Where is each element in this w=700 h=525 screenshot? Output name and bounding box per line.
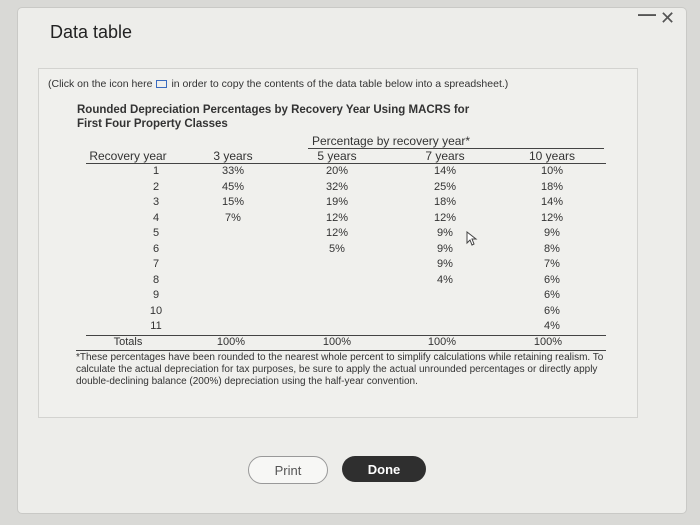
percentage-cell: 19% xyxy=(325,196,349,208)
recovery-year-cell: 3 xyxy=(152,196,160,208)
recovery-year-cell: 1 xyxy=(152,165,160,177)
percentage-cell: 25% xyxy=(433,180,457,193)
percentage-cell: 12% xyxy=(325,227,349,239)
percentage-cell: 12% xyxy=(540,211,564,224)
percentage-cell: 9% xyxy=(437,242,453,255)
percentage-cell: 9% xyxy=(437,227,453,239)
recovery-year-cell: 4 xyxy=(152,211,160,224)
percentage-cell: 32% xyxy=(325,180,349,193)
recovery-year-cell: 11 xyxy=(150,320,162,332)
percentage-cell: 8% xyxy=(544,242,560,255)
close-icon[interactable]: ✕ xyxy=(660,8,676,28)
copy-icon[interactable] xyxy=(156,80,167,88)
percentage-cell: 14% xyxy=(433,165,457,177)
recovery-year-cell: 8 xyxy=(152,273,160,286)
column-header: 7 years xyxy=(425,149,465,163)
table-title-line2: First Four Property Classes xyxy=(77,118,228,130)
percentage-cell: 7% xyxy=(225,211,241,224)
column-header: 10 years xyxy=(528,149,576,163)
totals-label: Totals xyxy=(113,336,143,348)
footnote: *These percentages have been rounded to the nearest whole percent to simplify calculations while retaining realism. To calculate the actual depreciation for tax purposes, be sure to apply the actual unrounded percentages or directly apply double-declining balance (200%) depreciation using the half-year convention. xyxy=(76,352,604,387)
header-rule xyxy=(86,163,606,164)
print-button[interactable]: Print xyxy=(248,456,328,484)
percentage-cell: 6% xyxy=(544,304,560,317)
table-title xyxy=(77,103,469,131)
totals-cell: 100% xyxy=(216,336,246,348)
percentage-cell: 9% xyxy=(437,258,453,270)
percentage-cell: 15% xyxy=(221,196,245,208)
percentage-cell: 6% xyxy=(544,273,560,286)
column-header: Recovery year xyxy=(89,149,167,163)
recovery-year-cell: 6 xyxy=(152,242,160,255)
percentage-cell: 4% xyxy=(437,273,453,286)
percentage-cell: 12% xyxy=(325,211,349,224)
table-title-line1: Rounded Depreciation Percentages by Recovery Year Using MACRS for xyxy=(77,104,470,116)
percentage-cell: 18% xyxy=(540,180,564,193)
copy-instruction-after: in order to copy the contents of the data table below into a spreadsheet.) xyxy=(171,78,509,90)
percentage-cell: 18% xyxy=(433,196,457,208)
mouse-cursor-icon xyxy=(466,231,480,247)
percentage-cell: 4% xyxy=(544,320,560,332)
minimize-icon[interactable]: — xyxy=(638,4,656,24)
totals-cell: 100% xyxy=(427,336,457,348)
recovery-year-cell: 9 xyxy=(152,289,160,301)
bottom-rule xyxy=(76,350,606,351)
column-header: 3 years xyxy=(213,149,253,163)
percentage-cell: 9% xyxy=(544,227,560,239)
percentage-cell: 20% xyxy=(325,165,349,177)
percentage-cell: 45% xyxy=(221,180,245,193)
percentage-cell: 12% xyxy=(433,211,457,224)
recovery-year-cell: 2 xyxy=(152,180,160,193)
percentage-cell: 33% xyxy=(221,165,245,177)
percentage-cell: 5% xyxy=(329,242,345,255)
group-header: Percentage by recovery year* xyxy=(312,134,471,148)
percentage-cell: 6% xyxy=(544,289,560,301)
percentage-cell: 7% xyxy=(544,258,560,270)
recovery-year-cell: 7 xyxy=(152,258,160,270)
recovery-year-cell: 10 xyxy=(149,304,163,317)
percentage-cell: 14% xyxy=(540,196,564,208)
copy-instruction-before: (Click on the icon here xyxy=(48,78,153,90)
dialog-title: Data table xyxy=(50,22,133,42)
done-button[interactable]: Done xyxy=(342,456,426,482)
percentage-cell: 10% xyxy=(540,165,564,177)
column-header: 5 years xyxy=(317,149,357,163)
totals-cell: 100% xyxy=(533,336,563,348)
recovery-year-cell: 5 xyxy=(152,227,160,239)
copy-instruction xyxy=(48,78,508,90)
totals-cell: 100% xyxy=(322,336,352,348)
